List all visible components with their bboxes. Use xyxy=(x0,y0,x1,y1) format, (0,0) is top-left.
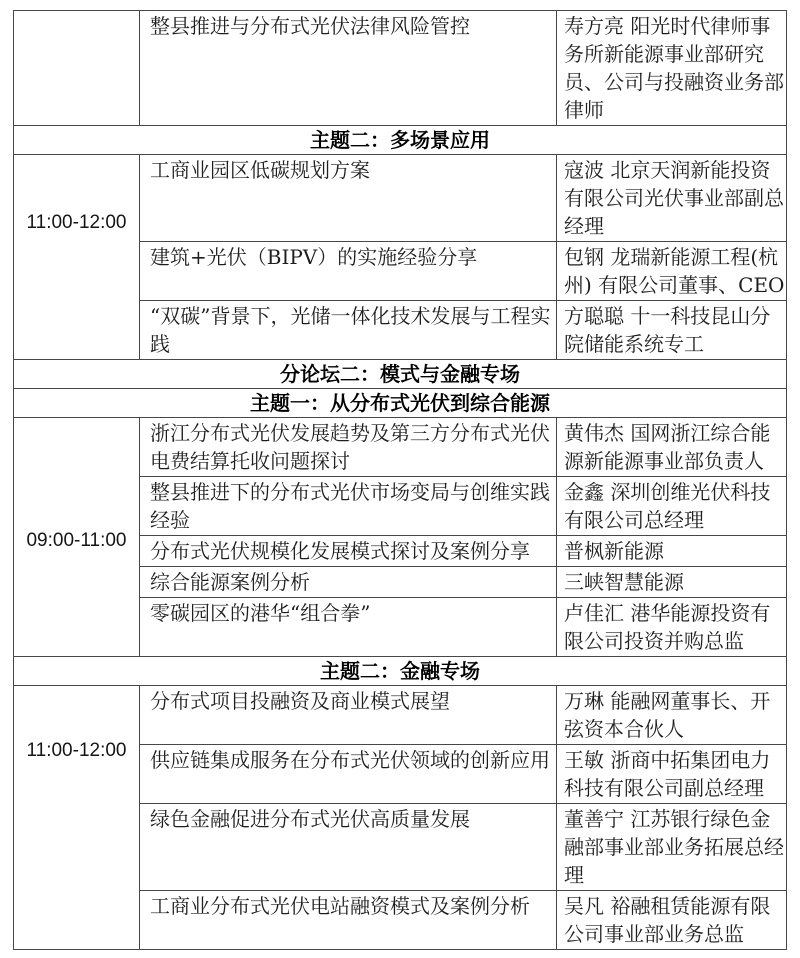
session-speaker: 董善宁 江苏银行绿色金融部事业部业务拓展总经理 xyxy=(557,804,787,891)
table-row xyxy=(14,686,787,745)
session-topic: 整县推进下的分布式光伏市场变局与创维实践经验 xyxy=(140,477,557,536)
table-row xyxy=(14,11,787,126)
session-speaker: 三峡智慧能源 xyxy=(557,567,787,598)
session-speaker: 包钢 龙瑞新能源工程(杭州) 有限公司董事、CEO xyxy=(557,242,787,301)
session-speaker: 万琳 能融网董事长、开弦资本合伙人 xyxy=(557,686,787,745)
session-speaker: 金鑫 深圳创维光伏科技有限公司总经理 xyxy=(557,477,787,536)
session-topic: 综合能源案例分析 xyxy=(140,567,557,598)
session-topic: 供应链集成服务在分布式光伏领域的创新应用 xyxy=(140,745,557,804)
session-topic: 绿色金融促进分布式光伏高质量发展 xyxy=(140,804,557,891)
session-topic: 浙江分布式光伏发展趋势及第三方分布式光伏电费结算托收问题探讨 xyxy=(140,418,557,477)
session-time: 11:00-12:00 xyxy=(14,155,140,360)
section-header: 主题二：多场景应用 xyxy=(14,126,787,155)
session-speaker: 王敏 浙商中拓集团电力科技有限公司副总经理 xyxy=(557,745,787,804)
session-speaker: 普枫新能源 xyxy=(557,536,787,567)
session-topic: 建筑+光伏（BIPV）的实施经验分享 xyxy=(140,242,557,301)
session-speaker: 吴凡 裕融租赁能源有限公司事业部业务总监 xyxy=(557,891,787,950)
session-speaker: 方聪聪 十一科技昆山分院储能系统专工 xyxy=(557,301,787,360)
section-header-row xyxy=(14,360,787,389)
session-topic: 分布式项目投融资及商业模式展望 xyxy=(140,686,557,745)
session-topic: “双碳”背景下，光储一体化技术发展与工程实践 xyxy=(140,301,557,360)
session-speaker: 卢佳汇 港华能源投资有限公司投资并购总监 xyxy=(557,598,787,657)
section-header-row xyxy=(14,126,787,155)
section-header-row xyxy=(14,389,787,418)
session-topic: 工商业分布式光伏电站融资模式及案例分析 xyxy=(140,891,557,950)
table-row xyxy=(14,155,787,242)
session-speaker: 黄伟杰 国网浙江综合能源新能源事业部负责人 xyxy=(557,418,787,477)
section-header-row xyxy=(14,657,787,686)
section-header: 主题一：从分布式光伏到综合能源 xyxy=(14,389,787,418)
section-header: 主题二：金融专场 xyxy=(14,657,787,686)
session-time: 11:00-12:00 xyxy=(14,686,140,950)
table-row xyxy=(14,418,787,477)
session-topic: 分布式光伏规模化发展模式探讨及案例分享 xyxy=(140,536,557,567)
session-topic: 零碳园区的港华“组合拳” xyxy=(140,598,557,657)
session-topic: 整县推进与分布式光伏法律风险管控 xyxy=(140,11,557,126)
session-topic: 工商业园区低碳规划方案 xyxy=(140,155,557,242)
session-speaker: 寇波 北京天润新能投资有限公司光伏事业部副总经理 xyxy=(557,155,787,242)
agenda-table xyxy=(13,10,787,950)
session-speaker: 寿方亮 阳光时代律师事务所新能源事业部研究员、公司与投融资业务部律师 xyxy=(557,11,787,126)
session-time: 09:00-11:00 xyxy=(14,418,140,657)
forum-header: 分论坛二：模式与金融专场 xyxy=(14,360,787,389)
session-time-empty xyxy=(14,11,140,126)
